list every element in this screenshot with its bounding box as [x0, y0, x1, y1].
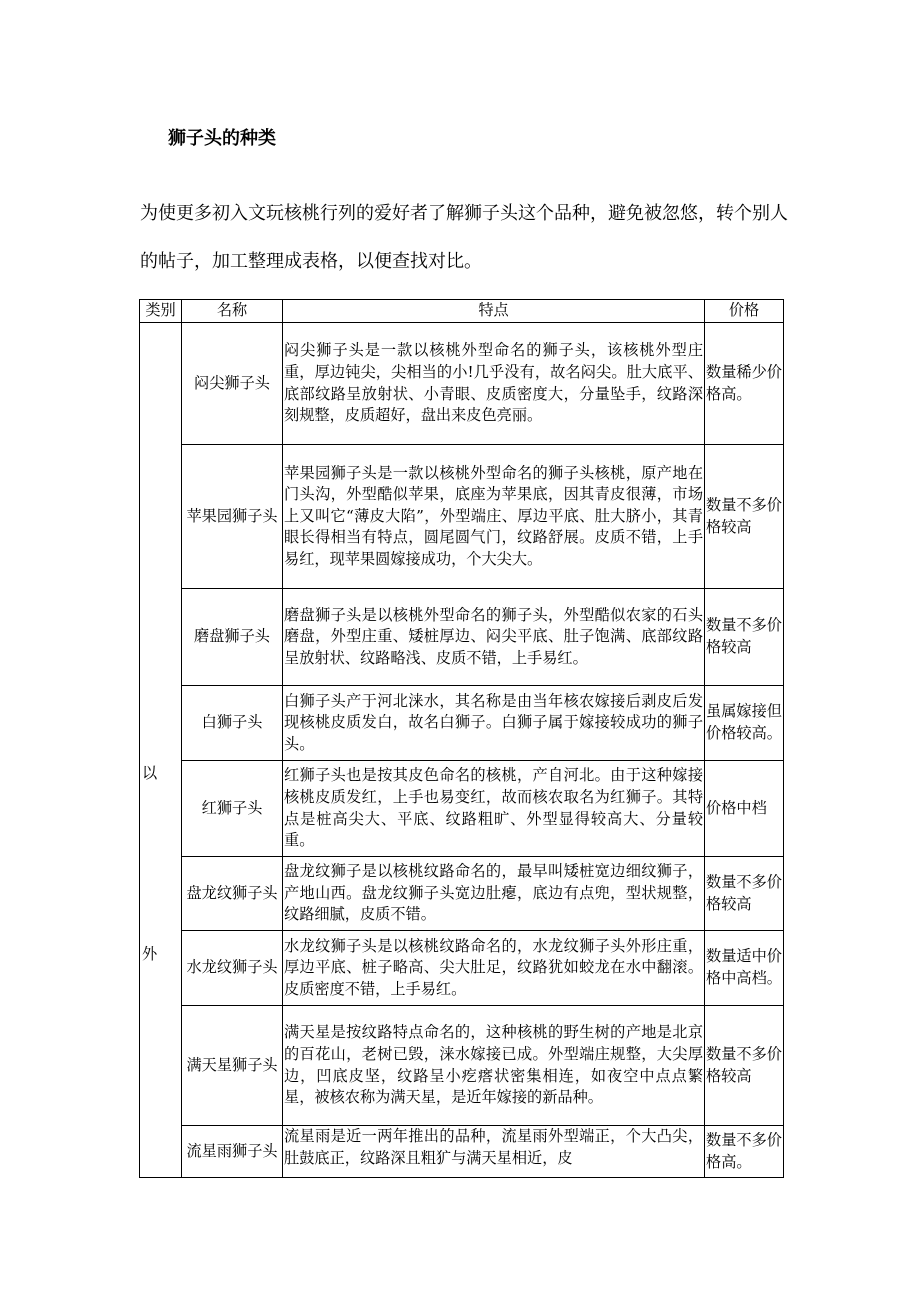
row-price: 数量稀少价格高。 [705, 323, 784, 445]
row-name: 白狮子头 [182, 686, 283, 761]
category-char-1: 以 [142, 764, 158, 782]
row-feature [283, 1126, 705, 1178]
row-feature: 闷尖狮子头是一款以核桃外型命名的狮子头，该核桃外型庄重，厚边钝尖，尖相当的小!几乎没有，故名闷尖。肚大底平、底部纹路呈放射状、小青眼、皮质密度大，分量坠手，纹路深刻规整，皮质超好，盘出来皮色亮丽。 [283, 323, 705, 445]
table-row [140, 931, 784, 1006]
row-price: 数量不多价格较高 [705, 445, 784, 589]
row-feature: 白狮子头产于河北涞水，其名称是由当年核农嫁接后剥皮后发现核桃皮质发白，故名白狮子。白狮子属于嫁接较成功的狮子头。 [283, 686, 705, 761]
table-row [140, 857, 784, 931]
page-title: 狮子头的种类 [168, 128, 276, 149]
row-price: 价格中档 [705, 761, 784, 857]
table-row [140, 323, 784, 445]
row-feature-text: 流星雨是近一两年推出的品种，流星雨外型端正，个大凸尖，肚鼓底正，纹路深且粗犷与满天星相近，皮 [284, 1127, 703, 1167]
row-feature: 水龙纹狮子头是以核桃纹路命名的，水龙纹狮子头外形庄重，厚边平底、桩子略高、尖大肚足，纹路犹如蛟龙在水中翻滚。皮质密度不错，上手易红。 [283, 931, 705, 1006]
table-row [140, 761, 784, 857]
row-feature: 磨盘狮子头是以核桃外型命名的狮子头，外型酷似农家的石头磨盘，外型庄重、矮桩厚边、闷尖平底、肚子饱满、底部纹路呈放射状、纹路略浅、皮质不错，上手易红。 [283, 589, 705, 686]
row-price: 数量不多价格高。 [705, 1126, 784, 1178]
row-name: 流星雨狮子头 [182, 1126, 283, 1178]
header-feature: 特点 [283, 300, 705, 323]
row-name: 盘龙纹狮子头 [182, 857, 283, 931]
row-price: 数量适中价格中高档。 [705, 931, 784, 1006]
row-price: 数量不多价格较高 [705, 589, 784, 686]
row-feature: 红狮子头也是按其皮色命名的核桃，产自河北。由于这种嫁接核桃皮质发红，上手也易变红，故而核农取名为红狮子。其特点是桩高尖大、平底、纹路粗旷、外型显得较高大、分量较重。 [283, 761, 705, 857]
row-name: 水龙纹狮子头 [182, 931, 283, 1006]
row-feature: 苹果园狮子头是一款以核桃外型命名的狮子头核桃，原产地在门头沟，外型酷似苹果，底座为苹果底，因其青皮很薄，市场上又叫它“薄皮大陷”，外型端庄、厚边平底、肚大脐小，其青眼长得相当有特点，圆尾圆气门，纹路舒展。皮质不错，上手易红，现苹果圆嫁接成功，个大尖大。 [283, 445, 705, 589]
header-category: 类别 [140, 300, 182, 323]
row-price: 数量不多价格较高 [705, 1006, 784, 1126]
table-row [140, 589, 784, 686]
table-row [140, 686, 784, 761]
row-name: 满天星狮子头 [182, 1006, 283, 1126]
category-char-2: 外 [142, 945, 158, 963]
row-price: 虽属嫁接但价格较高。 [705, 686, 784, 761]
header-price: 价格 [705, 300, 784, 323]
row-name: 苹果园狮子头 [182, 445, 283, 589]
row-name: 磨盘狮子头 [182, 589, 283, 686]
table-row [140, 1006, 784, 1126]
table-row [140, 445, 784, 589]
row-feature: 盘龙纹狮子是以核桃纹路命名的，最早叫矮桩宽边细纹狮子，产地山西。盘龙纹狮子头宽边肚瘪，底边有点兜，型状规整，纹路细腻，皮质不错。 [283, 857, 705, 931]
intro-paragraph: 为使更多初入文玩核桃行列的爱好者了解狮子头这个品种，避免被忽悠，转个别人的帖子，加工整理成表格，以便查找对比。 [140, 203, 788, 272]
category-cell [140, 323, 182, 1178]
row-feature: 满天星是按纹路特点命名的，这种核桃的野生树的产地是北京的百花山，老树已毁，涞水嫁接已成。外型端庄规整，大尖厚边，凹底皮坚，纹路呈小疙瘩状密集相连，如夜空中点点繁星，被核农称为满天星，是近年嫁接的新品种。 [283, 1006, 705, 1126]
table-header-row [140, 300, 784, 323]
table-row [140, 1126, 784, 1178]
row-name: 闷尖狮子头 [182, 323, 283, 445]
row-name: 红狮子头 [182, 761, 283, 857]
walnut-types-table [139, 299, 784, 1178]
header-name: 名称 [182, 300, 283, 323]
row-price: 数量不多价格较高 [705, 857, 784, 931]
